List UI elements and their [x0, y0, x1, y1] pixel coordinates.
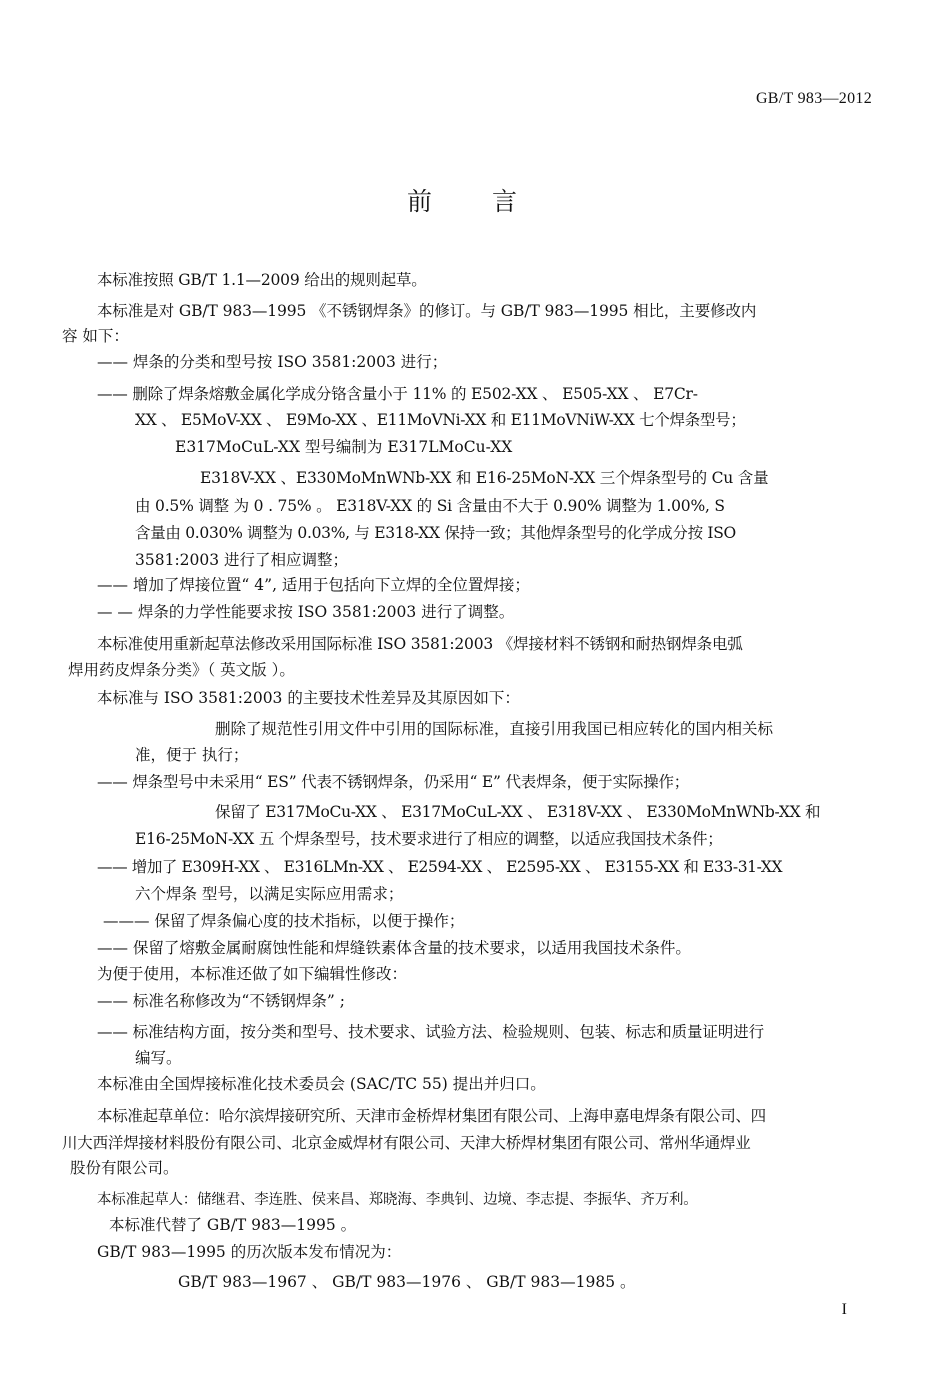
- list-item: —— 标准名称修改为“不锈钢焊条” ;: [97, 992, 345, 1010]
- paragraph-line: 本标准由全国焊接标准化技术委员会 (SAC/TC 55) 提出并归口。: [97, 1075, 546, 1093]
- list-item: —— 增加了焊接位置“ 4”, 适用于包括向下立焊的全位置焊接；: [97, 576, 530, 594]
- section-title: 前 言: [407, 187, 543, 216]
- list-item: —— 焊条的分类和型号按 ISO 3581:2003 进行；: [97, 353, 448, 371]
- paragraph-line: 本标准是对 GB/T 983—1995 《不锈钢焊条》的修订。与 GB/T 983—1995 相比，主要修改内: [97, 302, 757, 320]
- paragraph-line: 本标准代替了 GB/T 983—1995 。: [109, 1216, 357, 1234]
- list-item: —— 标准结构方面，按分类和型号、技术要求、试验方法、检验规则、包装、标志和质量证明进行: [97, 1023, 765, 1041]
- list-item-continuation: 3581:2003 进行了相应调整；: [135, 551, 349, 569]
- list-item: —— 删除了焊条熔敷金属化学成分铬含量小于 11% 的 E502-XX 、 E505-XX 、 E7Cr-: [97, 385, 698, 403]
- paragraph-line: 本标准起草人：储继君、李连胜、侯来昌、郑晓海、李典钊、边境、李志提、李振华、齐万利。: [97, 1192, 698, 1208]
- list-item: 删除了规范性引用文件中引用的国际标准，直接引用我国已相应转化的国内相关标: [215, 720, 774, 738]
- paragraph-line: GB/T 983—1967 、 GB/T 983—1976 、 GB/T 983—1985 。: [178, 1273, 636, 1291]
- paragraph-line: 股份有限公司。: [70, 1159, 179, 1177]
- page-number: I: [841, 1301, 847, 1318]
- paragraph-line: GB/T 983—1995 的历次版本发布情况为：: [97, 1243, 402, 1261]
- list-item-continuation: 六个焊条 型号，以满足实际应用需求；: [135, 885, 404, 903]
- paragraph-line: 为便于使用，本标准还做了如下编辑性修改：: [97, 965, 408, 983]
- paragraph-line: 本标准使用重新起草法修改采用国际标准 ISO 3581:2003 《焊接材料不锈钢和耐热钢焊条电弧: [97, 635, 743, 653]
- list-item-continuation: 准，便于 执行；: [135, 746, 249, 764]
- paragraph-line: 焊用药皮焊条分类》（ 英文版 ）。: [68, 661, 295, 679]
- list-item-continuation: E317MoCuL-XX 型号编制为 E317LMoCu-XX: [175, 438, 513, 456]
- list-item: E318V-XX 、E330MoMnWNb-XX 和 E16-25MoN-XX 三个焊条型号的 Cu 含量: [200, 469, 769, 487]
- list-item: ——— 保留了焊条偏心度的技术指标，以便于操作；: [103, 912, 465, 930]
- list-item: —— 保留了熔敷金属耐腐蚀性能和焊缝铁素体含量的技术要求，以适用我国技术条件。: [97, 939, 691, 957]
- paragraph-line: 容 如下：: [62, 327, 129, 345]
- standard-code: GB/T 983—2012: [755, 90, 872, 107]
- list-item: — — 焊条的力学性能要求按 ISO 3581:2003 进行了调整。: [97, 603, 515, 621]
- list-item-continuation: E16-25MoN-XX 五 个焊条型号，技术要求进行了相应的调整，以适应我国技术条件；: [135, 830, 723, 848]
- list-item: —— 增加了 E309H-XX 、 E316LMn-XX 、 E2594-XX 、 E2595-XX 、 E3155-XX 和 E33-31-XX: [97, 858, 783, 876]
- paragraph-line: 本标准与 ISO 3581:2003 的主要技术性差异及其原因如下：: [97, 689, 520, 707]
- paragraph-line: 川大西洋焊接材料股份有限公司、北京金威焊材有限公司、天津大桥焊材集团有限公司、常州华通焊业: [62, 1134, 751, 1152]
- list-item: —— 焊条型号中未采用“ ES” 代表不锈钢焊条，仍采用“ E” 代表焊条，便于实际操作；: [97, 773, 690, 791]
- list-item-continuation: 编写。: [135, 1049, 182, 1067]
- paragraph-line: 本标准起草单位：哈尔滨焊接研究所、天津市金桥焊材集团有限公司、上海申嘉电焊条有限公司、四: [97, 1107, 766, 1125]
- list-item-continuation: 由 0.5% 调整 为 0 . 75% 。 E318V-XX 的 Si 含量由不大于 0.90% 调整为 1.00%, S: [135, 497, 725, 515]
- paragraph-line: 本标准按照 GB/T 1.1—2009 给出的规则起草。: [97, 271, 427, 289]
- list-item-continuation: 含量由 0.030% 调整为 0.03%, 与 E318-XX 保持一致；其他焊条型号的化学成分按 ISO: [135, 524, 736, 542]
- list-item-continuation: XX 、 E5MoV-XX 、 E9Mo-XX 、E11MoVNi-XX 和 E11MoVNiW-XX 七个焊条型号；: [135, 411, 746, 429]
- list-item: 保留了 E317MoCu-XX 、 E317MoCuL-XX 、 E318V-XX 、 E330MoMnWNb-XX 和: [215, 803, 821, 821]
